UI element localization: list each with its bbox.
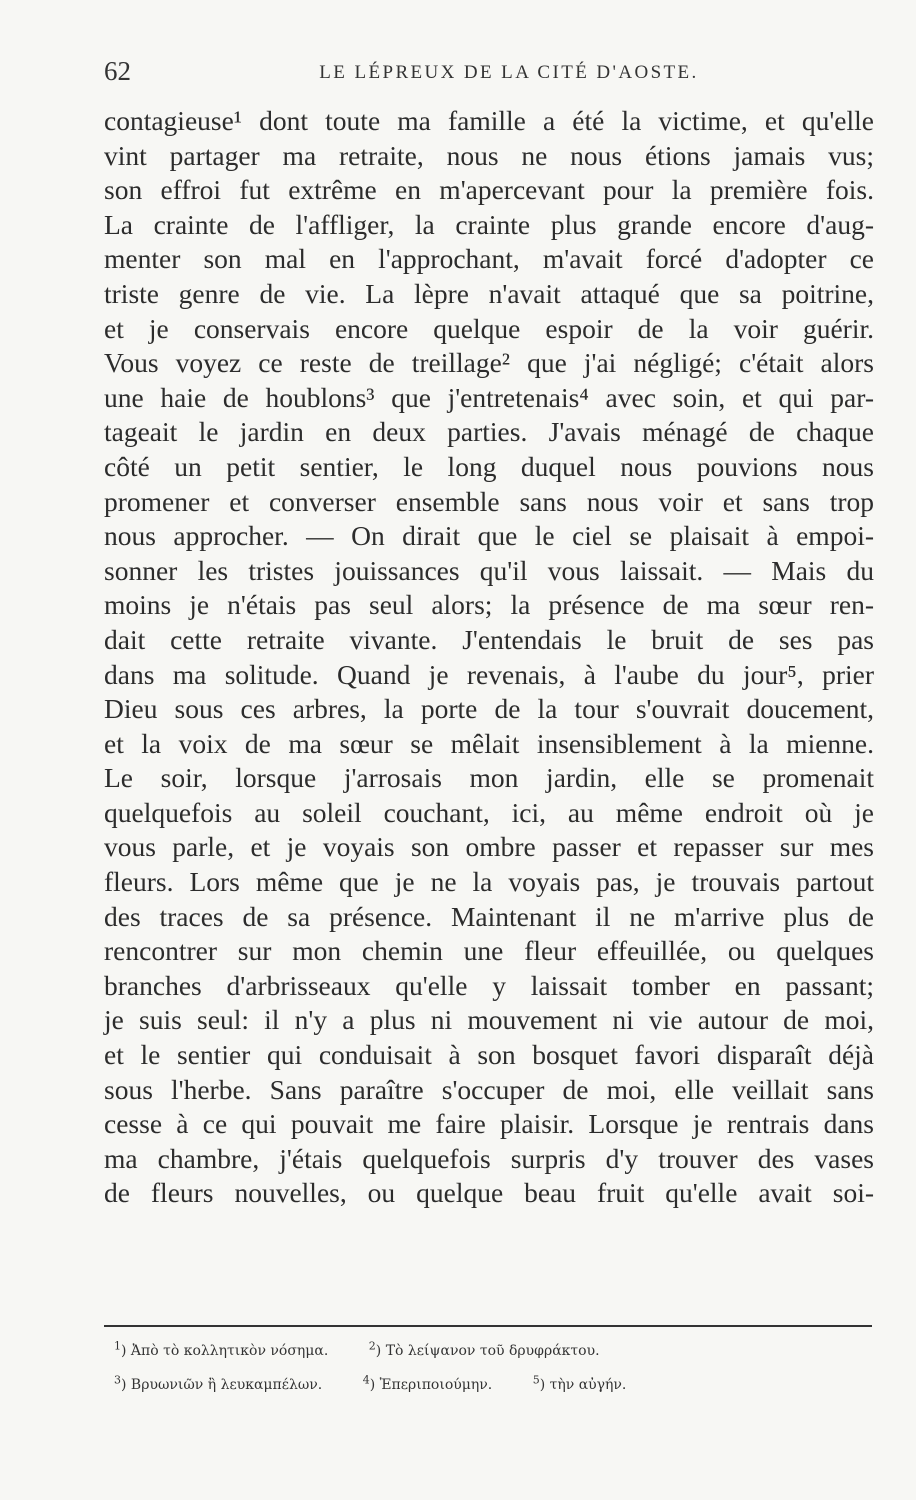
footnote: $^5$) τὴν αὐγήν. — [532, 1373, 627, 1393]
text-line: menter son mal en l'approchant, m'avait forcé d'adopter ce — [104, 243, 874, 275]
footnote-text: Ἀπὸ τὸ κολλητικὸν νόσημα. — [130, 1343, 329, 1359]
text-line: triste genre de vie. La lèpre n'avait attaqué que sa poitrine, — [104, 277, 874, 309]
footnote-line — [114, 1334, 874, 1368]
footnote-marker: 2 — [368, 1339, 376, 1353]
text-line: vint partager ma retraite, nous ne nous étions jamais vus; — [104, 139, 874, 171]
text-line: des traces de sa présence. Maintenant il ne m'arrive plus de — [104, 900, 874, 932]
text-line: fleurs. Lors même que je ne la voyais pas, je trouvais partout — [104, 866, 874, 898]
footnote-marker: 3 — [114, 1373, 121, 1387]
running-head — [104, 56, 874, 90]
text-line: Le soir, lorsque j'arrosais mon jardin, elle se promenait — [104, 762, 874, 794]
text-line: cesse à ce qui pouvait me faire plaisir. Lorsque je rentrais dans — [104, 1108, 874, 1140]
text-line: moins je n'étais pas seul alors; la présence de ma sœur ren- — [104, 589, 874, 621]
footnote-marker: 5 — [532, 1373, 540, 1387]
text-line: dait cette retraite vivante. J'entendais le bruit de ses pas — [104, 623, 874, 655]
footnote: $^1$) Ἀπὸ τὸ κολλητικὸν νόσημα. — [114, 1339, 329, 1359]
page-number: 62 — [104, 56, 131, 86]
text-line: dans ma solitude. Quand je revenais, à l'aube du jour⁵, prier — [104, 658, 874, 690]
text-line: Dieu sous ces arbres, la porte de la tour s'ouvrait doucement, — [104, 693, 874, 725]
footnote: $^2$) Τὸ λείψανον τοῦ δρυφράκτου. — [368, 1339, 600, 1359]
footnote-text: Βρυωνιῶν ἢ λευκαμπέλων. — [130, 1377, 323, 1393]
text-line: de fleurs nouvelles, ou quelque beau fruit qu'elle avait soi- — [104, 1177, 874, 1209]
text-line: et le sentier qui conduisait à son bosquet favori disparaît déjà — [104, 1039, 874, 1071]
text-line: une haie de houblons³ que j'entretenais⁴ avec soin, et qui par- — [104, 381, 874, 413]
text-line: quelquefois au soleil couchant, ici, au même endroit où je — [104, 796, 874, 828]
text-line: branches d'arbrisseaux qu'elle y laissait tomber en passant; — [104, 969, 874, 1001]
text-line: je suis seul: il n'y a plus ni mouvement ni vie autour de moi, — [104, 1004, 874, 1036]
footnote-line — [114, 1368, 874, 1402]
text-line: sonner les tristes jouissances qu'il vous laissait. — Mais du — [104, 554, 874, 586]
running-title: LE LÉPREUX DE LA CITÉ D'AOSTE. — [319, 62, 699, 83]
text-line: promener et converser ensemble sans nous voir et sans trop — [104, 485, 874, 517]
footnotes — [114, 1334, 874, 1402]
footnote: $^3$) Βρυωνιῶν ἢ λευκαμπέλων. — [114, 1373, 323, 1393]
footnote-text: Τὸ λείψανον τοῦ δρυφράκτου. — [385, 1343, 600, 1359]
text-line: Vous voyez ce reste de treillage² que j'ai négligé; c'était alors — [104, 347, 874, 379]
text-line: et la voix de ma sœur se mêlait insensiblement à la mienne. — [104, 727, 874, 759]
text-line: vous parle, et je voyais son ombre passer et repasser sur mes — [104, 831, 874, 863]
text-line: côté un petit sentier, le long duquel nous pouvions nous — [104, 450, 874, 482]
text-line: nous approcher. — On dirait que le ciel se plaisait à empoi- — [104, 520, 874, 552]
footnote-marker: 1 — [114, 1339, 121, 1353]
text-line: contagieuse¹ dont toute ma famille a été la victime, et qu'elle — [104, 105, 874, 136]
body-text — [104, 104, 874, 1211]
footnote-divider — [104, 1325, 872, 1327]
text-line: rencontrer sur mon chemin une fleur effeuillée, ou quelques — [104, 935, 874, 967]
footnote: $^4$) Ἐπεριποιούμην. — [362, 1373, 493, 1393]
text-line: et je conservais encore quelque espoir de la voir guérir. — [104, 312, 874, 344]
footnote-marker: 4 — [362, 1373, 370, 1387]
text-line: ma chambre, j'étais quelquefois surpris d'y trouver des vases — [104, 1142, 874, 1174]
footnote-text: Ἐπεριποιούμην. — [379, 1377, 493, 1393]
text-line: son effroi fut extrême en m'apercevant pour la première fois. — [104, 174, 874, 206]
footnote-text: τὴν αὐγήν. — [549, 1377, 627, 1393]
text-line: tageait le jardin en deux parties. J'avais ménagé de chaque — [104, 416, 874, 448]
text-line: sous l'herbe. Sans paraître s'occuper de moi, elle veillait sans — [104, 1073, 874, 1105]
text-line: La crainte de l'affliger, la crainte plus grande encore d'aug- — [104, 208, 874, 240]
